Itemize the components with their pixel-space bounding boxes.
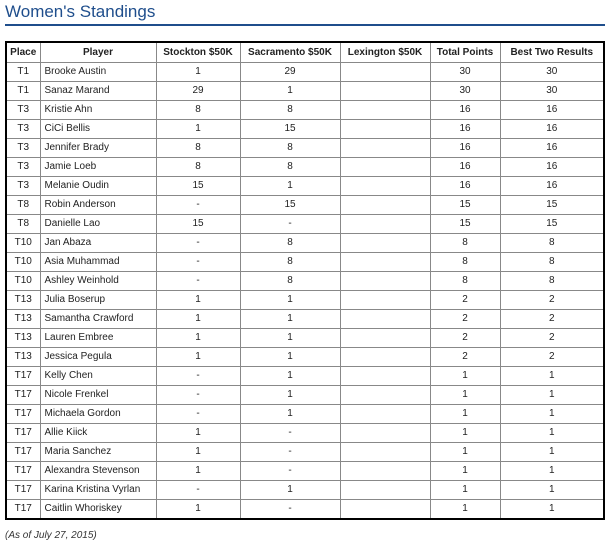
- cell-player: Michaela Gordon: [40, 405, 156, 424]
- table-row: [6, 272, 604, 291]
- cell-lexington: [340, 462, 430, 481]
- cell-lexington: [340, 215, 430, 234]
- table-row: [6, 443, 604, 462]
- cell-best-two: 1: [500, 443, 604, 462]
- table-row: [6, 310, 604, 329]
- cell-stockton: 1: [156, 329, 240, 348]
- table-row: [6, 424, 604, 443]
- cell-lexington: [340, 101, 430, 120]
- cell-sacramento: -: [240, 500, 340, 520]
- cell-lexington: [340, 272, 430, 291]
- cell-total-points: 2: [430, 348, 500, 367]
- cell-best-two: 1: [500, 367, 604, 386]
- table-body: [6, 63, 604, 520]
- cell-player: Maria Sanchez: [40, 443, 156, 462]
- cell-total-points: 15: [430, 215, 500, 234]
- cell-lexington: [340, 177, 430, 196]
- cell-total-points: 15: [430, 196, 500, 215]
- cell-sacramento: 1: [240, 367, 340, 386]
- cell-best-two: 16: [500, 158, 604, 177]
- cell-sacramento: 1: [240, 386, 340, 405]
- cell-total-points: 8: [430, 234, 500, 253]
- table-row: [6, 63, 604, 82]
- cell-stockton: 1: [156, 500, 240, 520]
- cell-stockton: 15: [156, 215, 240, 234]
- cell-stockton: 15: [156, 177, 240, 196]
- page-title: Women's Standings: [5, 2, 156, 21]
- cell-place: T13: [6, 348, 40, 367]
- cell-player: Sanaz Marand: [40, 82, 156, 101]
- cell-best-two: 16: [500, 120, 604, 139]
- cell-stockton: -: [156, 234, 240, 253]
- cell-stockton: 1: [156, 63, 240, 82]
- cell-lexington: [340, 63, 430, 82]
- cell-player: Asia Muhammad: [40, 253, 156, 272]
- cell-sacramento: 8: [240, 234, 340, 253]
- cell-stockton: 8: [156, 139, 240, 158]
- cell-player: CiCi Bellis: [40, 120, 156, 139]
- cell-total-points: 1: [430, 462, 500, 481]
- cell-total-points: 1: [430, 367, 500, 386]
- standings-table: [5, 41, 605, 520]
- table-row: [6, 462, 604, 481]
- cell-place: T3: [6, 158, 40, 177]
- cell-sacramento: 1: [240, 177, 340, 196]
- cell-player: Jan Abaza: [40, 234, 156, 253]
- cell-lexington: [340, 291, 430, 310]
- table-row: [6, 120, 604, 139]
- table-row: [6, 196, 604, 215]
- cell-lexington: [340, 139, 430, 158]
- cell-place: T10: [6, 234, 40, 253]
- cell-place: T10: [6, 253, 40, 272]
- cell-total-points: 2: [430, 329, 500, 348]
- cell-stockton: 1: [156, 291, 240, 310]
- cell-player: Ashley Weinhold: [40, 272, 156, 291]
- cell-place: T13: [6, 310, 40, 329]
- cell-place: T17: [6, 462, 40, 481]
- cell-total-points: 30: [430, 82, 500, 101]
- table-row: [6, 500, 604, 520]
- table-row: [6, 215, 604, 234]
- cell-total-points: 1: [430, 500, 500, 520]
- cell-total-points: 16: [430, 120, 500, 139]
- cell-player: Alexandra Stevenson: [40, 462, 156, 481]
- cell-best-two: 2: [500, 329, 604, 348]
- cell-total-points: 16: [430, 158, 500, 177]
- cell-stockton: -: [156, 272, 240, 291]
- cell-best-two: 1: [500, 386, 604, 405]
- cell-player: Kristie Ahn: [40, 101, 156, 120]
- cell-total-points: 16: [430, 101, 500, 120]
- cell-lexington: [340, 500, 430, 520]
- cell-best-two: 16: [500, 101, 604, 120]
- cell-total-points: 2: [430, 291, 500, 310]
- header-total-points: Total Points: [430, 42, 500, 63]
- cell-sacramento: 1: [240, 329, 340, 348]
- cell-player: Allie Kiick: [40, 424, 156, 443]
- header-sacramento: Sacramento $50K: [240, 42, 340, 63]
- cell-total-points: 1: [430, 481, 500, 500]
- cell-stockton: 8: [156, 101, 240, 120]
- cell-place: T3: [6, 177, 40, 196]
- cell-stockton: 29: [156, 82, 240, 101]
- cell-total-points: 1: [430, 405, 500, 424]
- table-row: [6, 158, 604, 177]
- title-divider: [5, 24, 605, 26]
- cell-sacramento: 1: [240, 481, 340, 500]
- cell-best-two: 1: [500, 500, 604, 520]
- table-row: [6, 481, 604, 500]
- cell-sacramento: 1: [240, 348, 340, 367]
- cell-lexington: [340, 82, 430, 101]
- cell-total-points: 30: [430, 63, 500, 82]
- table-row: [6, 82, 604, 101]
- cell-player: Karina Kristina Vyrlan: [40, 481, 156, 500]
- cell-best-two: 1: [500, 481, 604, 500]
- cell-total-points: 1: [430, 424, 500, 443]
- cell-stockton: 1: [156, 462, 240, 481]
- cell-best-two: 16: [500, 139, 604, 158]
- cell-sacramento: -: [240, 443, 340, 462]
- cell-player: Robin Anderson: [40, 196, 156, 215]
- cell-stockton: -: [156, 386, 240, 405]
- cell-place: T17: [6, 367, 40, 386]
- table-row: [6, 367, 604, 386]
- cell-lexington: [340, 120, 430, 139]
- cell-sacramento: 8: [240, 158, 340, 177]
- cell-total-points: 8: [430, 272, 500, 291]
- cell-place: T10: [6, 272, 40, 291]
- cell-sacramento: 1: [240, 405, 340, 424]
- cell-stockton: -: [156, 481, 240, 500]
- cell-stockton: -: [156, 367, 240, 386]
- cell-best-two: 16: [500, 177, 604, 196]
- cell-player: Jamie Loeb: [40, 158, 156, 177]
- cell-place: T3: [6, 101, 40, 120]
- cell-total-points: 1: [430, 443, 500, 462]
- cell-lexington: [340, 443, 430, 462]
- cell-lexington: [340, 367, 430, 386]
- cell-best-two: 8: [500, 253, 604, 272]
- cell-player: Julia Boserup: [40, 291, 156, 310]
- cell-player: Melanie Oudin: [40, 177, 156, 196]
- cell-sacramento: -: [240, 462, 340, 481]
- cell-lexington: [340, 196, 430, 215]
- cell-place: T1: [6, 63, 40, 82]
- cell-stockton: -: [156, 196, 240, 215]
- cell-best-two: 1: [500, 424, 604, 443]
- cell-lexington: [340, 310, 430, 329]
- cell-sacramento: -: [240, 424, 340, 443]
- cell-best-two: 30: [500, 82, 604, 101]
- cell-sacramento: 15: [240, 196, 340, 215]
- table-row: [6, 291, 604, 310]
- table-header-row: [6, 42, 604, 63]
- cell-sacramento: 1: [240, 291, 340, 310]
- cell-best-two: 2: [500, 348, 604, 367]
- header-place: Place: [6, 42, 40, 63]
- cell-player: Samantha Crawford: [40, 310, 156, 329]
- cell-best-two: 1: [500, 462, 604, 481]
- cell-lexington: [340, 329, 430, 348]
- cell-place: T17: [6, 500, 40, 520]
- cell-place: T3: [6, 139, 40, 158]
- cell-stockton: 1: [156, 424, 240, 443]
- cell-lexington: [340, 348, 430, 367]
- cell-stockton: 8: [156, 158, 240, 177]
- table-row: [6, 405, 604, 424]
- cell-place: T17: [6, 386, 40, 405]
- cell-sacramento: 8: [240, 101, 340, 120]
- cell-stockton: -: [156, 405, 240, 424]
- cell-stockton: -: [156, 253, 240, 272]
- table-row: [6, 139, 604, 158]
- cell-place: T17: [6, 443, 40, 462]
- cell-stockton: 1: [156, 348, 240, 367]
- cell-lexington: [340, 234, 430, 253]
- cell-place: T17: [6, 424, 40, 443]
- cell-sacramento: 1: [240, 82, 340, 101]
- cell-sacramento: 8: [240, 272, 340, 291]
- cell-lexington: [340, 424, 430, 443]
- footnote: (As of July 27, 2015): [5, 530, 97, 541]
- header-lexington: Lexington $50K: [340, 42, 430, 63]
- cell-player: Danielle Lao: [40, 215, 156, 234]
- cell-best-two: 30: [500, 63, 604, 82]
- table-row: [6, 348, 604, 367]
- cell-best-two: 8: [500, 234, 604, 253]
- table-row: [6, 234, 604, 253]
- cell-total-points: 1: [430, 386, 500, 405]
- cell-best-two: 15: [500, 215, 604, 234]
- table-row: [6, 177, 604, 196]
- cell-sacramento: 15: [240, 120, 340, 139]
- cell-lexington: [340, 481, 430, 500]
- cell-total-points: 2: [430, 310, 500, 329]
- cell-sacramento: 8: [240, 139, 340, 158]
- cell-place: T17: [6, 481, 40, 500]
- cell-best-two: 1: [500, 405, 604, 424]
- cell-player: Brooke Austin: [40, 63, 156, 82]
- cell-best-two: 8: [500, 272, 604, 291]
- cell-stockton: 1: [156, 443, 240, 462]
- cell-place: T1: [6, 82, 40, 101]
- cell-player: Lauren Embree: [40, 329, 156, 348]
- cell-total-points: 16: [430, 177, 500, 196]
- cell-lexington: [340, 158, 430, 177]
- cell-player: Caitlin Whoriskey: [40, 500, 156, 520]
- table-row: [6, 386, 604, 405]
- cell-place: T3: [6, 120, 40, 139]
- header-stockton: Stockton $50K: [156, 42, 240, 63]
- table-row: [6, 253, 604, 272]
- cell-stockton: 1: [156, 120, 240, 139]
- cell-player: Jennifer Brady: [40, 139, 156, 158]
- cell-sacramento: 8: [240, 253, 340, 272]
- cell-best-two: 15: [500, 196, 604, 215]
- cell-place: T8: [6, 215, 40, 234]
- cell-player: Kelly Chen: [40, 367, 156, 386]
- cell-sacramento: -: [240, 215, 340, 234]
- cell-player: Jessica Pegula: [40, 348, 156, 367]
- table-row: [6, 329, 604, 348]
- cell-place: T13: [6, 291, 40, 310]
- cell-best-two: 2: [500, 310, 604, 329]
- cell-place: T8: [6, 196, 40, 215]
- cell-place: T17: [6, 405, 40, 424]
- cell-lexington: [340, 253, 430, 272]
- cell-stockton: 1: [156, 310, 240, 329]
- cell-best-two: 2: [500, 291, 604, 310]
- header-player: Player: [40, 42, 156, 63]
- cell-sacramento: 29: [240, 63, 340, 82]
- cell-place: T13: [6, 329, 40, 348]
- cell-lexington: [340, 405, 430, 424]
- cell-player: Nicole Frenkel: [40, 386, 156, 405]
- cell-total-points: 16: [430, 139, 500, 158]
- cell-total-points: 8: [430, 253, 500, 272]
- table-row: [6, 101, 604, 120]
- header-best-two: Best Two Results: [500, 42, 604, 63]
- cell-sacramento: 1: [240, 310, 340, 329]
- cell-lexington: [340, 386, 430, 405]
